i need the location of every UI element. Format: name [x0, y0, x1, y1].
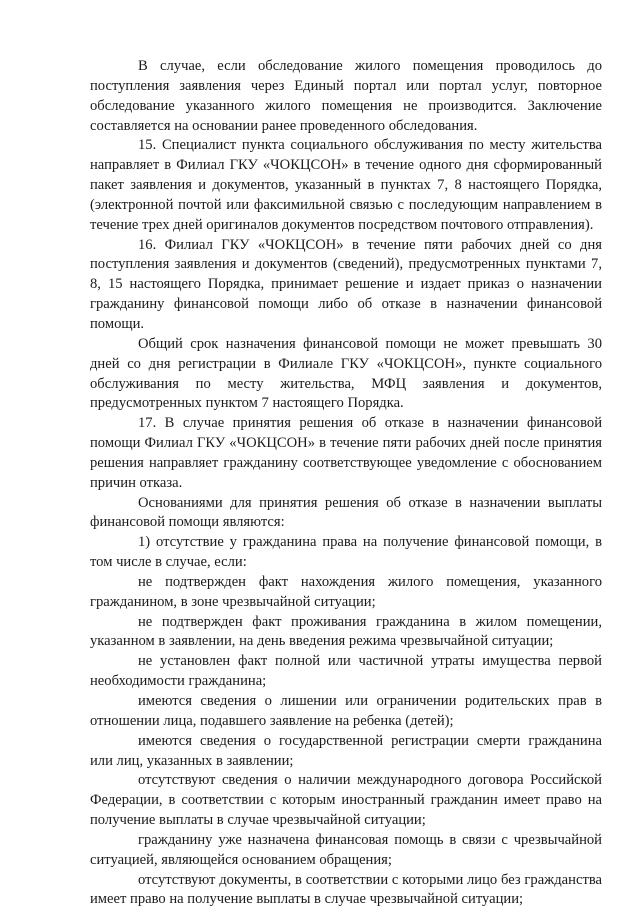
paragraph: Общий срок назначения финансовой помощи не может превышать 30 дней со дня регистрации в Филиале ГКУ «ЧОКЦСОН», пункте социального обслуживания по месту жительства, МФЦ заявления и документов, предусмотренных пунктом 7 настоящего Порядка.: [90, 335, 602, 412]
paragraph: имеются сведения о лишении или ограничении родительских прав в отношении лица, подавшего заявление на ребенка (детей);: [90, 693, 602, 729]
paragraph: не установлен факт полной или частичной утраты имущества первой необходимости гражданина;: [90, 653, 602, 690]
paragraph: не подтвержден факт нахождения жилого помещения, указанного гражданином, в зоне чрезвычайной ситуации;: [90, 573, 602, 610]
paragraph: отсутствуют документы, в соответствии с которыми лицо без гражданства имеет право на получение выплаты в случае чрезвычайной ситуации;: [90, 871, 602, 908]
paragraph: 16. Филиал ГКУ «ЧОКЦСОН» в течение пяти рабочих дней со дня поступления заявления и документов (сведений), предусмотренных пунктами 7, 8, 15 настоящего Порядка, принимает решение и издает приказ о назначении гражданину финансовой помощи либо об отказе в назначении финансовой помощи.: [90, 236, 602, 332]
paragraph: 1) отсутствие у гражданина права на получение финансовой помощи, в том числе в случае, если:: [90, 534, 602, 571]
paragraph: 15. Специалист пункта социального обслуживания по месту жительства направляет в Филиал ГКУ «ЧОКЦСОН» в течение одного дня сформированный пакет заявления и документов, указанный в пунктах 7, 8 настоящего Порядка, (электронной почтой или факсимильной связью с последующим направлением в течение трех дней оригиналов документов посредством почтового отправления).: [90, 137, 602, 233]
paragraph: гражданину уже назначена финансовая помощь в связи с чрезвычайной ситуацией, являющейся основанием обращения;: [90, 831, 602, 868]
paragraph: не подтвержден факт проживания гражданина в жилом помещении, указанном в заявлении, на день введения режима чрезвычайной ситуации;: [90, 613, 602, 650]
paragraph: Основаниями для принятия решения об отказе в назначении выплаты финансовой помощи являются:: [90, 494, 602, 531]
paragraph: В случае, если обследование жилого помещения проводилось до поступления заявления через Единый портал или портал услуг, повторное обследование указанного жилого помещения не производится. Заключение составляется на основании ранее проведенного обследования.: [90, 58, 602, 134]
paragraph: отсутствуют сведения о наличии международного договора Российской Федерации, в соответствии с которым иностранный гражданин имеет право на получение выплаты в случае чрезвычайной ситуации;: [90, 772, 602, 829]
paragraph: 17. В случае принятия решения об отказе в назначении финансовой помощи Филиал ГКУ «ЧОКЦСОН» в течение пяти рабочих дней после принятия решения направляет гражданину соответствующее уведомление с обоснованием причин отказа.: [90, 415, 602, 491]
document-body: [90, 57, 602, 910]
paragraph: имеются сведения о государственной регистрации смерти гражданина или лиц, указанных в заявлении;: [90, 732, 602, 769]
